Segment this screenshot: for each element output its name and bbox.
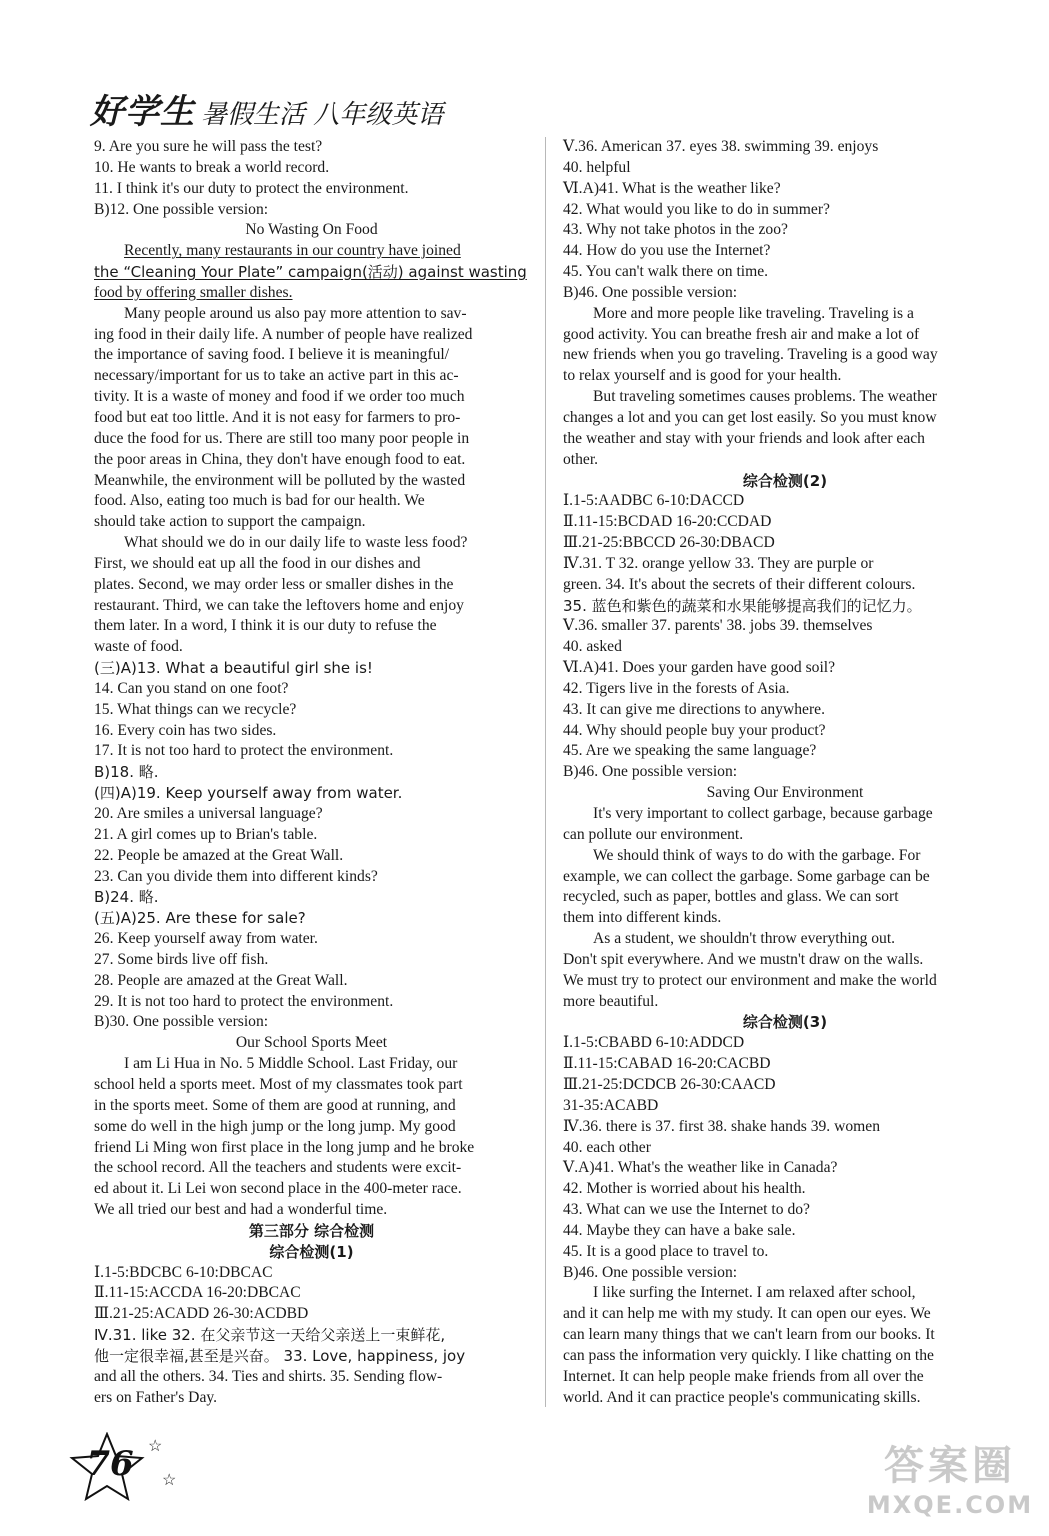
text-line: 40. asked — [563, 638, 622, 656]
book-brand: 好学生 — [90, 92, 195, 132]
text-line: 17. It is not too hard to protect the environment. — [94, 742, 394, 760]
text-line: necessary/important for us to take an active part in this ac- — [94, 367, 459, 385]
watermark-url: MXQE.COM — [866, 1491, 1034, 1519]
column-divider — [545, 137, 546, 1407]
text-line: 35. 蓝色和紫色的蔬菜和水果能够提高我们的记忆力。 — [563, 596, 922, 615]
text-line: 31-35:ACABD — [563, 1096, 659, 1114]
text-line: 他一定很幸福,甚至是兴奋。 33. Love, happiness, joy — [94, 1346, 466, 1365]
text-line: B)12. One possible version: — [94, 200, 269, 218]
text-line: Ⅱ.11-15:CABAD 16-20:CACBD — [563, 1055, 771, 1073]
text-line: 28. People are amazed at the Great Wall. — [94, 971, 348, 989]
text-line: 27. Some birds live off fish. — [94, 950, 269, 968]
text-line: ers on Father's Day. — [94, 1388, 218, 1406]
text-line: and all the others. 34. Ties and shirts. 35. Sending flow- — [94, 1367, 443, 1385]
text-line: 45. Are we speaking the same language? — [563, 742, 817, 760]
text-line: 42. What would you like to do in summer? — [563, 200, 830, 218]
text-line: the school record. All the teachers and students were excit- — [94, 1159, 462, 1177]
text-line: tivity. It is a waste of money and food if we order too much — [94, 388, 465, 406]
text-line: some do well in the high jump or the long jump. My good — [94, 1117, 456, 1135]
text-line: 40. each other — [563, 1138, 651, 1156]
text-line: Ⅴ.A)41. What's the weather like in Canada? — [563, 1159, 838, 1177]
text-line: other. — [563, 450, 599, 468]
text-line: can pollute our environment. — [563, 825, 744, 843]
text-line: changes a lot and you can get lost easily. So you must know — [563, 408, 937, 426]
watermark — [860, 1442, 1040, 1532]
text-line: Ⅲ.21-25:BBCCD 26-30:DBACD — [563, 534, 775, 552]
text-line: Ⅰ.1-5:AADBC 6-10:DACCD — [563, 492, 745, 510]
text-line: food but eat too little. And it is not easy for farmers to pro- — [94, 408, 461, 426]
text-line: the importance of saving food. I believe it is meaningful/ — [94, 346, 450, 364]
text-line: 11. I think it's our duty to protect the environment. — [94, 179, 409, 197]
text-line: Ⅳ.31. like 32. 在父亲节这一天给父亲送上一束鲜花, — [94, 1326, 446, 1345]
right-column — [563, 137, 1007, 1408]
text-line: Saving Our Environment — [706, 784, 864, 802]
text-line: recycled, such as paper, bottles and glass. We can sort — [563, 888, 899, 906]
text-line: We all tried our best and had a wonderful time. — [94, 1201, 388, 1219]
text-line: should take action to support the campaign. — [94, 513, 366, 531]
text-line: them later. In a word, I think it is our duty to refuse the — [94, 617, 437, 635]
text-line: Internet. It can help people make friends from all over the — [563, 1367, 924, 1385]
text-line: to relax yourself and is good for your health. — [563, 367, 842, 385]
text-line: Ⅳ.31. T 32. orange yellow 33. They are purple or — [563, 554, 874, 572]
text-line: Many people around us also pay more attention to sav- — [124, 304, 467, 322]
left-column — [94, 137, 529, 1408]
text-line: (三)A)13. What a beautiful girl she is! — [94, 659, 373, 678]
text-line: 43. What can we use the Internet to do? — [563, 1201, 810, 1219]
text-line: No Wasting On Food — [245, 221, 378, 239]
text-line: 44. Maybe they can have a bake sale. — [563, 1221, 796, 1239]
text-line: plates. Second, we may order less or smaller dishes in the — [94, 575, 454, 593]
text-line: I am Li Hua in No. 5 Middle School. Last Friday, our — [124, 1055, 458, 1073]
text-line: As a student, we shouldn't throw everything out. — [593, 930, 896, 948]
text-line: the poor areas in China, they don't have enough food to eat. — [94, 450, 466, 468]
text-line: 14. Can you stand on one foot? — [94, 679, 289, 697]
text-line: Ⅲ.21-25:DCDCB 26-30:CAACD — [563, 1075, 776, 1093]
text-line: We should think of ways to do with the garbage. For — [593, 846, 921, 864]
text-line: ing food in their daily life. A number of people have realized — [94, 325, 473, 343]
text-line: 15. What things can we recycle? — [94, 700, 297, 718]
text-line: 45. It is a good place to travel to. — [563, 1242, 769, 1260]
text-line: 第三部分 综合检测 — [248, 1221, 375, 1240]
text-line: food. Also, eating too much is bad for our health. We — [94, 492, 425, 510]
text-line: 20. Are smiles a universal language? — [94, 805, 323, 822]
text-line: First, we should eat up all the food in our dishes and — [94, 554, 421, 572]
text-line: 22. People be amazed at the Great Wall. — [94, 846, 344, 864]
text-line: 42. Tigers live in the forests of Asia. — [563, 679, 790, 697]
text-line: Ⅰ.1-5:CBABD 6-10:ADDCD — [563, 1034, 745, 1052]
text-line: It's very important to collect garbage, because garbage — [593, 805, 933, 822]
text-line: Ⅰ.1-5:BDCBC 6-10:DBCAC — [94, 1263, 273, 1281]
text-line: restaurant. Third, we can take the leftovers home and enjoy — [94, 596, 464, 614]
text-line: 21. A girl comes up to Brian's table. — [94, 825, 318, 843]
text-line: more beautiful. — [563, 992, 659, 1010]
text-line: B)30. One possible version: — [94, 1013, 269, 1031]
text-line: 综合检测(3) — [742, 1013, 828, 1032]
text-line: 综合检测(1) — [269, 1242, 354, 1261]
text-line: good activity. You can breathe fresh air and make a lot of — [563, 325, 920, 343]
text-line: 43. Why not take photos in the zoo? — [563, 221, 788, 239]
text-line: 40. helpful — [563, 158, 631, 176]
page-header — [90, 84, 443, 132]
text-line: 23. Can you divide them into different kinds? — [94, 867, 378, 885]
text-line: Our School Sports Meet — [235, 1034, 388, 1052]
text-line: 44. How do you use the Internet? — [563, 242, 771, 260]
text-line: new friends when you go traveling. Traveling is a good way — [563, 346, 938, 364]
text-line: food by offering smaller dishes. — [94, 283, 293, 301]
text-line: What should we do in our daily life to waste less food? — [124, 534, 468, 552]
text-line: B)24. 略. — [94, 888, 159, 907]
text-line: green. 34. It's about the secrets of their different colours. — [563, 575, 916, 593]
text-line: Ⅲ.21-25:ACADD 26-30:ACDBD — [94, 1305, 309, 1323]
text-line: Ⅵ.A)41. Does your garden have good soil? — [563, 659, 836, 677]
text-line: B)46. One possible version: — [563, 763, 738, 781]
text-line: B)18. 略. — [94, 763, 159, 782]
text-line: and it can help me with my study. It can open our eyes. We — [563, 1305, 931, 1323]
text-line: can learn many things that we can't learn from our books. It — [563, 1326, 935, 1344]
text-line: example, we can collect the garbage. Some garbage can be — [563, 867, 930, 885]
text-line: world. And it can practice people's communicating skills. — [563, 1388, 921, 1406]
text-line: 45. You can't walk there on time. — [563, 263, 769, 281]
text-line: duce the food for us. There are still too many poor people in — [94, 429, 470, 447]
text-line: Ⅳ.36. there is 37. first 38. shake hands 39. women — [563, 1117, 881, 1135]
text-line: friend Li Ming won first place in the long jump and he broke — [94, 1138, 475, 1156]
page-number-badge — [68, 1432, 178, 1502]
text-line: Meanwhile, the environment will be polluted by the wasted — [94, 471, 466, 489]
page-number: 76 — [86, 1444, 134, 1484]
text-line: Ⅴ.36. American 37. eyes 38. swimming 39. enjoys — [563, 138, 879, 155]
text-line: Recently, many restaurants in our country have joined — [124, 242, 461, 260]
text-line: I like surfing the Internet. I am relaxed after school, — [593, 1284, 916, 1302]
text-line: 43. It can give me directions to anywhere. — [563, 700, 825, 718]
text-line: 44. Why should people buy your product? — [563, 721, 826, 739]
text-line: (四)A)19. Keep yourself away from water. — [94, 784, 403, 803]
text-line: 26. Keep yourself away from water. — [94, 930, 318, 948]
text-line: the “Cleaning Your Plate” campaign(活动) against wasting — [94, 263, 527, 282]
text-line: them into different kinds. — [563, 909, 722, 927]
text-line: Ⅱ.11-15:BCDAD 16-20:CCDAD — [563, 513, 772, 531]
text-line: ed about it. Li Lei won second place in the 400-meter race. — [94, 1180, 462, 1198]
text-line: 10. He wants to break a world record. — [94, 158, 330, 176]
text-line: the weather and stay with your friends and look after each — [563, 429, 925, 447]
text-line: 9. Are you sure he will pass the test? — [94, 138, 323, 155]
book-subtitle: 暑假生活 八年级英语 — [201, 100, 444, 130]
text-line: (五)A)25. Are these for sale? — [94, 909, 306, 928]
small-star-icon: ☆ — [162, 1472, 177, 1489]
text-line: But traveling sometimes causes problems. The weather — [593, 388, 937, 406]
text-line: can pass the information very quickly. I like chatting on the — [563, 1346, 934, 1364]
small-star-icon: ☆ — [148, 1438, 163, 1455]
watermark-logo: 答案圈 — [884, 1443, 1016, 1489]
text-line: Don't spit everywhere. And we mustn't draw on the walls. — [563, 950, 924, 968]
text-line: in the sports meet. Some of them are good at running, and — [94, 1096, 456, 1114]
text-line: More and more people like traveling. Traveling is a — [593, 304, 914, 322]
text-line: school held a sports meet. Most of my classmates took part — [94, 1075, 463, 1093]
text-line: B)46. One possible version: — [563, 1263, 738, 1281]
text-line: Ⅱ.11-15:ACCDA 16-20:DBCAC — [94, 1284, 301, 1302]
text-line: waste of food. — [94, 638, 183, 656]
text-line: B)46. One possible version: — [563, 283, 738, 301]
text-line: 42. Mother is worried about his health. — [563, 1180, 806, 1198]
text-line: Ⅵ.A)41. What is the weather like? — [563, 179, 781, 197]
text-line: 综合检测(2) — [742, 471, 828, 490]
text-line: 29. It is not too hard to protect the environment. — [94, 992, 394, 1010]
text-line: Ⅴ.36. smaller 37. parents' 38. jobs 39. themselves — [563, 617, 873, 635]
text-line: We must try to protect our environment and make the world — [563, 971, 937, 989]
text-line: 16. Every coin has two sides. — [94, 721, 277, 739]
